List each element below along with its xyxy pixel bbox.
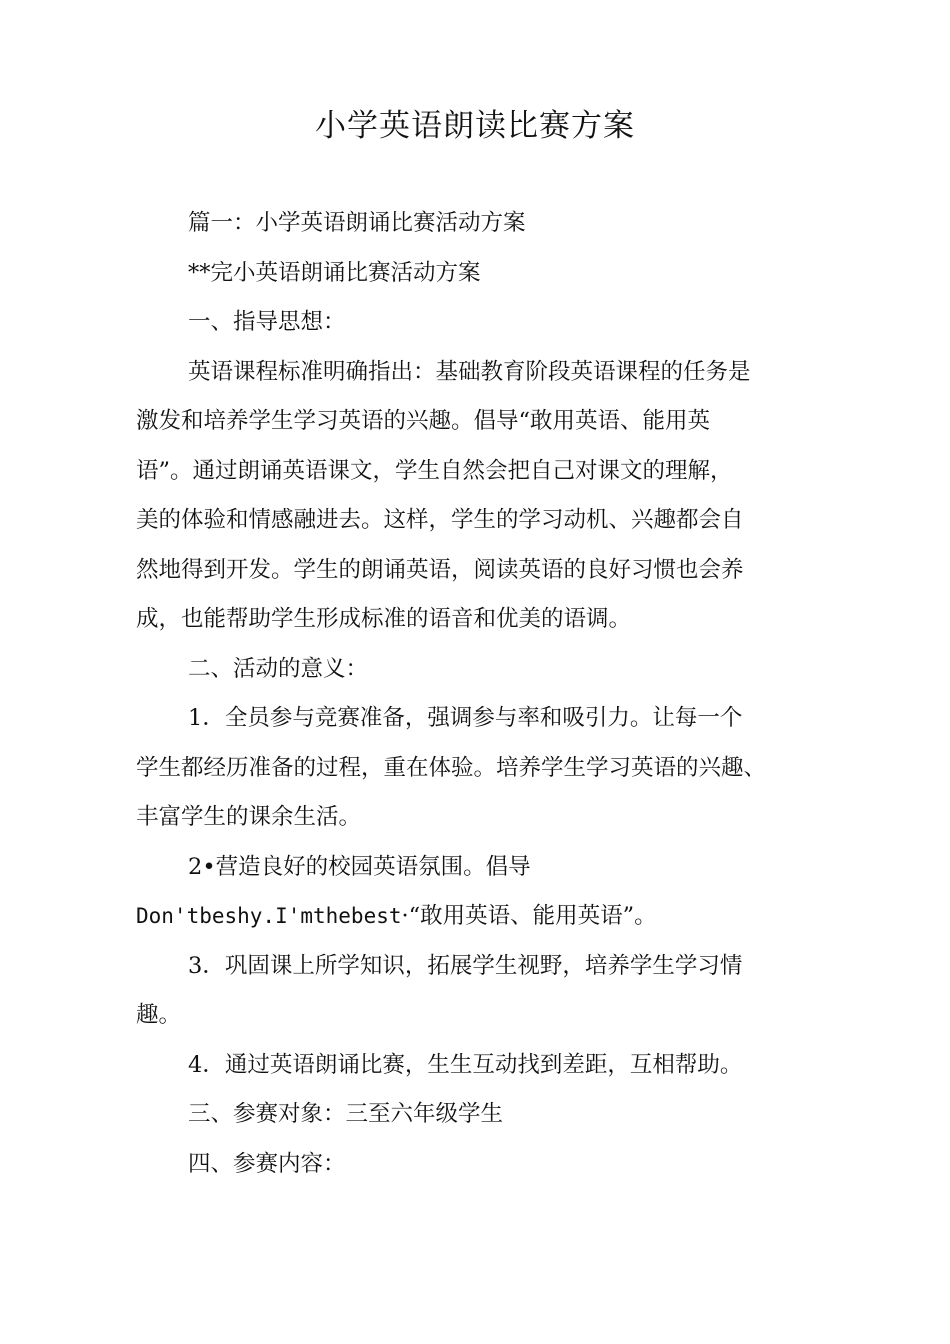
paragraph-line: 语”。通过朗诵英语课文，学生自然会把自己对课文的理解， bbox=[136, 457, 733, 484]
paragraph-line: 趣。 bbox=[136, 1002, 182, 1028]
document-title: 小学英语朗读比赛方案 bbox=[315, 108, 635, 144]
paragraph-guiding-thought bbox=[136, 348, 836, 645]
list-item-2 bbox=[136, 843, 836, 942]
section-heading-participants: 三、参赛对象：三至六年级学生 bbox=[188, 1101, 504, 1127]
paragraph-line: 3．巩固课上所学知识，拓展学生视野，培养学生学习情 bbox=[188, 952, 743, 979]
document-body bbox=[136, 199, 836, 1189]
section-heading-significance: 二、活动的意义： bbox=[188, 655, 369, 682]
list-item-4: 4．通过英语朗诵比赛，生生互动找到差距，互相帮助。 bbox=[188, 1051, 743, 1078]
paragraph-line bbox=[136, 892, 836, 942]
list-item-1 bbox=[136, 694, 836, 843]
english-slogan: Don'tbeshy.I'mthebest bbox=[136, 904, 402, 928]
paragraph-line: 英语课程标准明确指出：基础教育阶段英语课程的任务是 bbox=[188, 358, 751, 385]
paragraph-line: 然地得到开发。学生的朗诵英语，阅读英语的良好习惯也会养 bbox=[136, 556, 744, 583]
paragraph-line: 丰富学生的课余生活。 bbox=[136, 804, 362, 830]
slogan-continuation: ·“敢用英语、能用英语”。 bbox=[401, 903, 657, 929]
section-heading-part-one: 篇一：小学英语朗诵比赛活动方案 bbox=[188, 210, 526, 236]
paragraph-line: 美的体验和情感融进去。这样，学生的学习动机、兴趣都会自 bbox=[136, 507, 744, 533]
list-item-3 bbox=[136, 942, 836, 1041]
section-heading-guiding-thought: 一、指导思想： bbox=[188, 309, 346, 335]
paragraph-line: 激发和培养学生学习英语的兴趣。倡导“敢用英语、能用英 bbox=[136, 408, 711, 434]
paragraph-line: 1．全员参与竞赛准备，强调参与率和吸引力。让每一个 bbox=[188, 705, 743, 731]
paragraph-line: 学生都经历准备的过程，重在体验。培养学生学习英语的兴趣、 bbox=[136, 754, 767, 781]
paragraph-line: 2•营造良好的校园英语氛围。倡导 bbox=[188, 853, 531, 880]
section-heading-content: 四、参赛内容： bbox=[188, 1150, 346, 1177]
paragraph-line: 成，也能帮助学生形成标准的语音和优美的语调。 bbox=[136, 606, 632, 632]
subtitle-line: **完小英语朗诵比赛活动方案 bbox=[188, 259, 481, 286]
